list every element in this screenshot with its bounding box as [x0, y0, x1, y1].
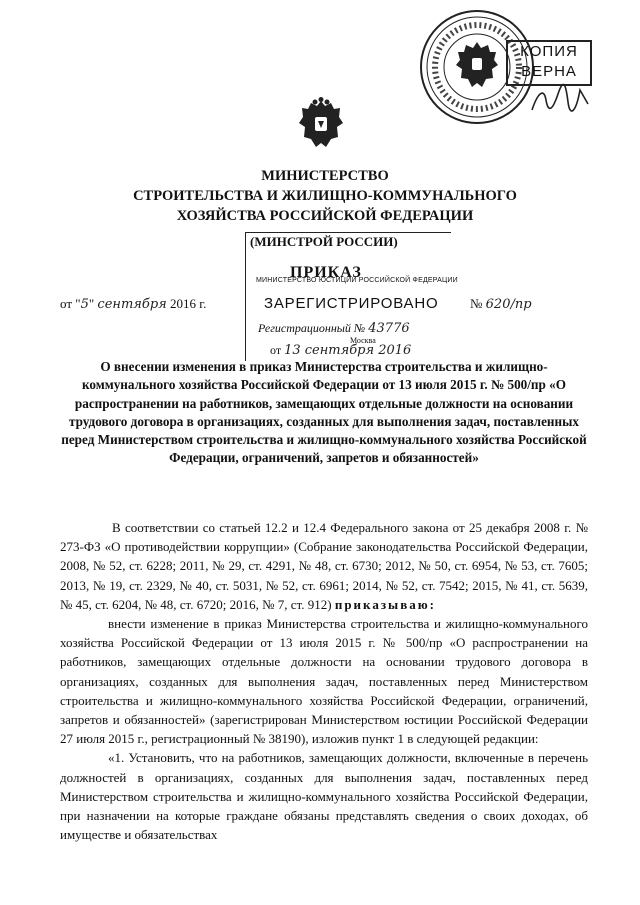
date-prefix: от "	[60, 296, 81, 311]
stamp-reg-date	[270, 343, 411, 358]
stamp-registered: ЗАРЕГИСТРИРОВАНО	[264, 295, 439, 312]
stamp-city: Москва	[350, 336, 376, 345]
date-day: 5	[80, 297, 89, 312]
order-date	[60, 296, 206, 312]
stamp-reg-label: Регистрационный №	[258, 321, 366, 335]
ministry-title-line3: ХОЗЯЙСТВА РОССИЙСКОЙ ФЕДЕРАЦИИ	[176, 208, 474, 224]
order-number	[470, 296, 532, 312]
copy-certified-stamp	[506, 40, 592, 86]
body-p1-text: В соответствии со статьей 12.2 и 12.4 Федерального закона от 25 декабря 2008 г. № 273-ФЗ «О противодействии коррупции» (Собрание законодательства Российской Федерации, 2008, № 52, ст. 6228; 2011, № 29, ст. 4291, № 48, ст. 6730; 2012, № 50, ст. 6954, № 53, ст. 7605; 2013, № 19, ст. 2329, № 40, ст. 5031, № 52, ст. 6961; 2014, № 52, ст. 7542; 2015, № 41, ст. 5639, № 45, ст. 6204, № 48, ст. 6720; 2016, № 7, ст. 912)	[60, 520, 588, 612]
order-body	[60, 518, 588, 844]
date-quote: "	[88, 296, 95, 311]
number-prefix: №	[470, 296, 483, 311]
date-year: 2016 г.	[170, 296, 207, 311]
ministry-title-line2: СТРОИТЕЛЬСТВА И ЖИЛИЩНО-КОММУНАЛЬНОГО	[133, 188, 517, 204]
stamp-reg-value: 43776	[368, 321, 410, 336]
copy-stamp-line2: ВЕРНА	[521, 63, 577, 80]
registration-stamp	[245, 232, 458, 361]
stamp-date-value: 13 сентября 2016	[284, 343, 412, 358]
coat-of-arms-emblem	[298, 97, 344, 151]
handwritten-signature	[530, 82, 592, 116]
body-paragraph-2: внести изменение в приказ Министерства строительства и жилищно-коммунального хозяйства Российской Федерации от 13 июля 2015 г. № 500/пр «О распространении на работников, замещающих отдельные должности на основании трудового договора в организациях, созданных для выполнения задач, поставленных перед Министерством строительства и жилищно-коммунального хозяйства Российской Федерации, ограничений, запретов и обязанностей» (зарегистрирован Министерством юстиции Российской Федерации 27 июля 2015 г., регистрационный № 38190), изложив пункт 1 в следующей редакции:	[60, 616, 588, 747]
number-value: 620/пр	[485, 297, 532, 312]
copy-stamp-line1: КОПИЯ	[520, 43, 578, 60]
ministry-short-name: (МИНСТРОЙ РОССИИ)	[250, 234, 398, 249]
stamp-department: МИНИСТЕРСТВО ЮСТИЦИИ РОССИЙСКОЙ ФЕДЕРАЦИИ	[256, 277, 458, 284]
body-order-verb: приказываю:	[334, 596, 436, 612]
document-type: ПРИКАЗ	[290, 264, 362, 281]
stamp-reg-number	[258, 321, 410, 336]
order-subject: О внесении изменения в приказ Министерства строительства и жилищно-коммунального хозяйства Российской Федерации от 13 июля 2015 г. № 500/пр «О распространении на работников, замещающих отдельные должности на основании трудового договора в организациях, созданных для выполнения задач, поставленных перед Министерством строительства и жилищно-коммунального хозяйства Российской Федерации, ограничений, запретов и обязанностей»	[61, 359, 587, 466]
body-paragraph-1	[60, 518, 588, 614]
ministry-title-line1: МИНИСТЕРСТВО	[261, 168, 389, 184]
body-paragraph-3: «1. Установить, что на работников, замещающих должности, включенные в перечень должностей в организациях, созданных для выполнения задач, поставленных перед Министерством строительства и жилищно-коммунального хозяйства Российской Федерации, при назначении на которые граждане обязаны представлять сведения о своих доходах, об имуществе и обязательствах	[60, 750, 588, 843]
stamp-from-label: от	[270, 343, 282, 357]
date-month: сентября	[97, 297, 167, 312]
